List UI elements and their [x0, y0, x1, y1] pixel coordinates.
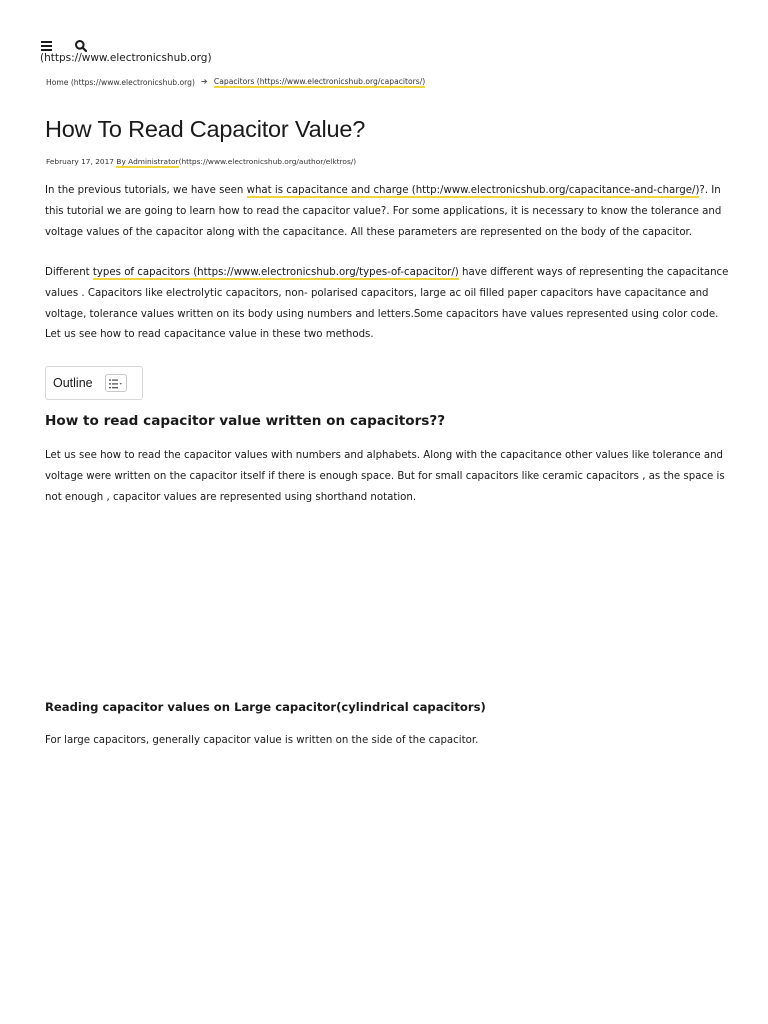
capacitance-and-charge-link[interactable]: what is capacitance and charge (http:/www.electronicshub.org/capacitance-and-charge/) — [246, 185, 700, 196]
types-text-after: have different ways of representing the capacitance values . Capacitors like electrolytic capacitors, non- polarised capacitors, large ac oil filled paper capacitors have capacitance and voltage, tolerance values written on its body using numbers and letters.Some capacitors have values represented using color code. Let us see how to read capacitance value in these two methods. — [45, 267, 729, 341]
table-of-contents — [45, 366, 143, 400]
section-heading-written-values: How to read capacitor value written on capacitors?? — [45, 413, 446, 429]
author-link[interactable]: By Administrator — [116, 157, 179, 166]
intro-text-before: In the previous tutorials, we have seen — [45, 185, 247, 196]
types-of-capacitors-link[interactable]: types of capacitors (https://www.electronicshub.org/types-of-capacitor/) — [92, 267, 459, 278]
section-heading-large-capacitors: Reading capacitor values on Large capacitor(cylindrical capacitors) — [45, 700, 486, 714]
section-written-values-text: Let us see how to read the capacitor values with numbers and alphabets. Along with the capacitance other values like tolerance and voltage were written on the capacitor itself if there is enough space. But for small capacitors like ceramic capacitors , as the space is not enough , capacitor values are represented using shorthand notation. — [45, 450, 725, 503]
intro-paragraph — [45, 181, 730, 243]
breadcrumb — [46, 77, 425, 88]
outline-label: Outline — [53, 376, 93, 390]
arrow-right-icon — [201, 78, 208, 87]
types-paragraph — [45, 263, 730, 346]
post-meta — [46, 157, 356, 166]
breadcrumb-home-link[interactable]: Home (https://www.electronicshub.org) — [46, 78, 195, 87]
search-icon[interactable] — [74, 38, 88, 52]
list-toggle-icon — [109, 374, 123, 393]
section-large-capacitors-text: For large capacitors, generally capacitor value is written on the side of the capacitor. — [45, 735, 479, 746]
toc-toggle-button[interactable] — [105, 374, 127, 392]
types-text-before: Different — [45, 267, 93, 278]
page-title: How To Read Capacitor Value? — [45, 116, 366, 142]
site-home-link[interactable]: (https://www.electronicshub.org) — [40, 52, 212, 64]
breadcrumb-capacitors-link[interactable]: Capacitors (https://www.electronicshub.org/capacitors/) — [213, 77, 426, 86]
post-date: February 17, 2017 — [46, 157, 115, 166]
hamburger-menu-icon[interactable] — [40, 38, 54, 52]
author-url: (https://www.electronicshub.org/author/elktros/) — [178, 157, 357, 166]
top-bar — [40, 38, 88, 52]
intro-text-after: ?. In this tutorial we are going to learn how to read the capacitor value?. For some applications, it is necessary to know the tolerance and voltage values of the capacitor along with the capacitance. All these parameters are represented on the body of the capacitor. — [45, 185, 722, 238]
